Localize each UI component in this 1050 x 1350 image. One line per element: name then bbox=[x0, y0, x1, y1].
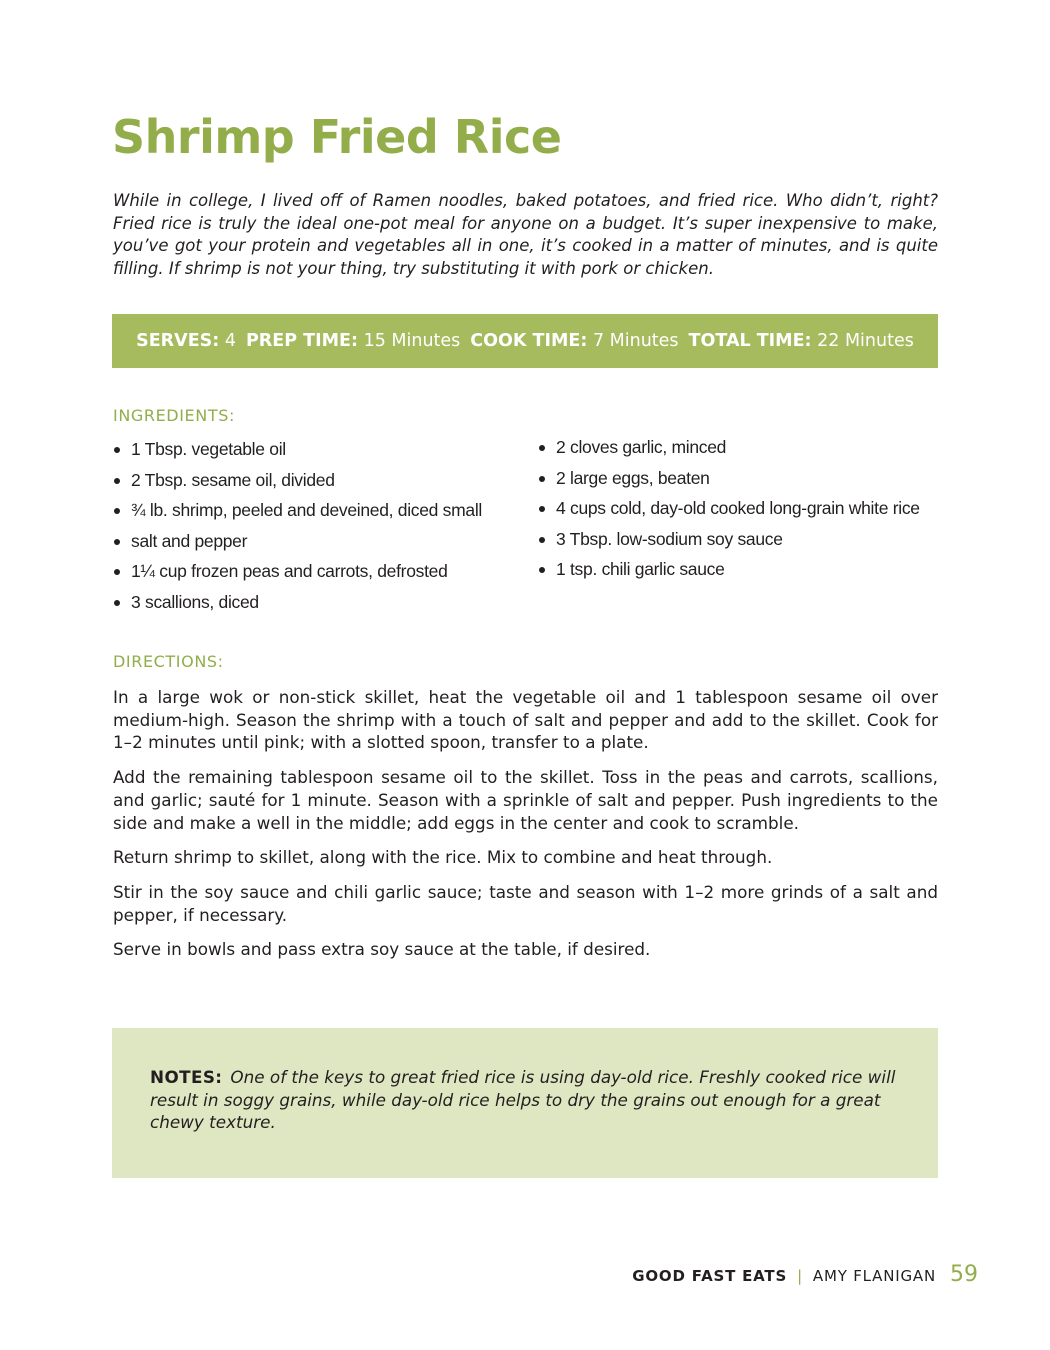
notes-label: NOTES: bbox=[150, 1067, 223, 1087]
serves-label: SERVES: bbox=[136, 331, 220, 351]
cook-time-value: 7 Minutes bbox=[592, 331, 679, 351]
recipe-times-bar bbox=[112, 314, 938, 368]
recipe-title: Shrimp Fried Rice bbox=[112, 110, 562, 164]
prep-time-label: PREP TIME: bbox=[245, 331, 358, 351]
directions-heading: DIRECTIONS: bbox=[113, 652, 224, 671]
footer-author: AMY FLANIGAN bbox=[812, 1267, 936, 1285]
ingredient-item: 3 Tbsp. low-sodium soy sauce bbox=[538, 528, 928, 551]
ingredient-item: 2 Tbsp. sesame oil, divided bbox=[113, 469, 513, 492]
ingredient-item: 3 scallions, diced bbox=[113, 591, 513, 614]
ingredients-list-left bbox=[113, 438, 513, 621]
page-footer bbox=[632, 1262, 978, 1287]
footer-book-title: GOOD FAST EATS bbox=[632, 1267, 788, 1285]
direction-step: In a large wok or non-stick skillet, heat the vegetable oil and 1 tablespoon sesame oil over medium-high. Season the shrimp with a touch of salt and pepper and add to the skillet. Cook for 1–2 minutes until pink; with a slotted spoon, transfer to a plate. bbox=[113, 687, 938, 753]
serves-value: 4 bbox=[224, 331, 236, 351]
recipe-intro: While in college, I lived off of Ramen noodles, baked potatoes, and fried rice. Who didn’t, right? Fried rice is truly the ideal one-pot meal for anyone on a budget. It’s super inexpensive to make, you’ve got your protein and vegetables all in one, it’s cooked in a matter of minutes, and is quite filling. If shrimp is not your thing, try substituting it with pork or chicken. bbox=[113, 191, 938, 279]
total-time-label: TOTAL TIME: bbox=[688, 331, 812, 351]
notes-box bbox=[112, 1028, 938, 1178]
page-number: 59 bbox=[950, 1262, 978, 1287]
total-time-value: 22 Minutes bbox=[817, 331, 914, 351]
ingredients-heading: INGREDIENTS: bbox=[113, 406, 235, 425]
direction-step: Add the remaining tablespoon sesame oil to the skillet. Toss in the peas and carrots, scallions, and garlic; sauté for 1 minute. Season with a sprinkle of salt and pepper. Push ingredients to the side and make a well in the middle; add eggs in the center and cook to scramble. bbox=[113, 767, 938, 833]
ingredient-item: 1 tsp. chili garlic sauce bbox=[538, 558, 928, 581]
ingredient-item: 2 cloves garlic, minced bbox=[538, 436, 928, 459]
ingredient-item: 1 Tbsp. vegetable oil bbox=[113, 438, 513, 461]
ingredient-item: ¾ lb. shrimp, peeled and deveined, diced small bbox=[113, 499, 513, 522]
notes-text: One of the keys to great fried rice is using day-old rice. Freshly cooked rice will result in soggy grains, while day-old rice helps to dry the grains out enough for a great chewy texture. bbox=[150, 1067, 896, 1133]
direction-step: Stir in the soy sauce and chili garlic sauce; taste and season with 1–2 more grinds of a salt and pepper, if necessary. bbox=[113, 881, 938, 925]
prep-time-value: 15 Minutes bbox=[363, 331, 461, 351]
ingredient-item: 1¼ cup frozen peas and carrots, defrosted bbox=[113, 560, 513, 583]
directions-steps bbox=[113, 686, 938, 973]
direction-step: Serve in bowls and pass extra soy sauce at the table, if desired. bbox=[113, 939, 651, 960]
direction-step: Return shrimp to skillet, along with the rice. Mix to combine and heat through. bbox=[113, 847, 773, 868]
footer-separator: | bbox=[797, 1267, 803, 1285]
cook-time-label: COOK TIME: bbox=[470, 331, 588, 351]
ingredient-item: salt and pepper bbox=[113, 530, 513, 553]
ingredients-list-right bbox=[538, 436, 928, 589]
ingredient-item: 2 large eggs, beaten bbox=[538, 467, 928, 490]
ingredient-item: 4 cups cold, day-old cooked long-grain white rice bbox=[538, 497, 928, 520]
notes-paragraph bbox=[150, 1066, 902, 1134]
